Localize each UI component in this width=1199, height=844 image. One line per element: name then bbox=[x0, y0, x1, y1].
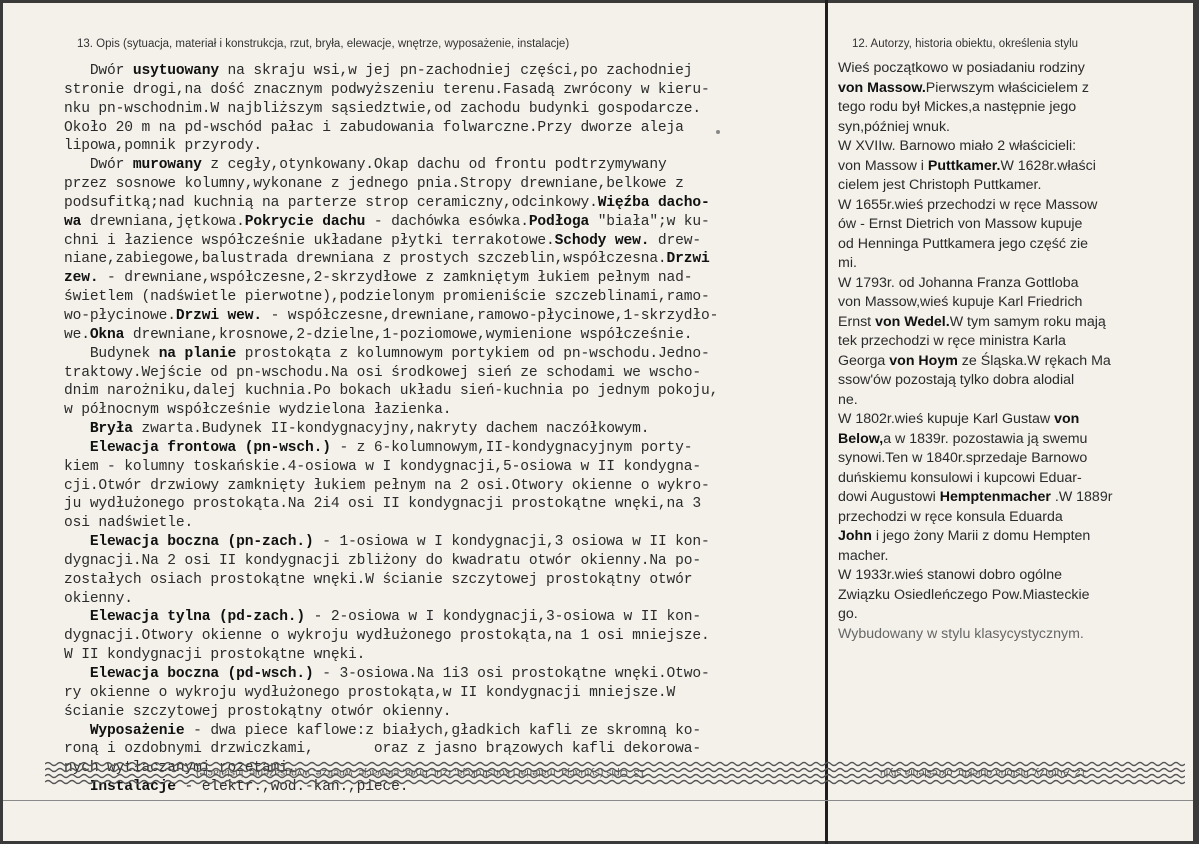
description-line: wo-płycinowe.Drzwi wew. - współczesne,drewniane,ramowo-płycinowe,1-skrzydło- bbox=[64, 307, 719, 324]
history-line: W 1793r. od Johanna Franza Gottloba bbox=[838, 274, 1079, 291]
history-line: W 1655r.wieś przechodzi w ręce Massow bbox=[838, 196, 1098, 213]
history-line: Wieś początkowo w posiadaniu rodziny bbox=[838, 60, 1085, 76]
description-line: Wyposażenie - dwa piece kaflowe:z białych,gładkich kafli ze skromną ko- bbox=[89, 722, 701, 739]
history-bold-term: Hemptenmacher bbox=[939, 489, 1051, 505]
history-line: dowi Augustowi Hemptenmacher .W 1889r bbox=[838, 489, 1113, 505]
description-line: dnim narożniku,dalej kuchnia.Po bokach układu sień-kuchnia po jednym pokoju, bbox=[64, 383, 719, 400]
description-line: we.Okna drewniane,krosnowe,2-dzielne,1-poziomowe,wymienione współcześnie. bbox=[64, 326, 693, 343]
description-line: Elewacja boczna (pd-wsch.) - 3-osiowa.Na 1i3 osi prostokątne wnęki.Otwo- bbox=[89, 666, 710, 682]
history-line: W 1933r.wieś stanowi dobro ogólne bbox=[838, 567, 1062, 583]
history-line: von Massow.Pierwszym właścicielem z bbox=[838, 79, 1089, 96]
history-line: tek przechodzi w ręce ministra Karla bbox=[838, 333, 1066, 349]
history-bold-term: Puttkamer. bbox=[927, 157, 1001, 174]
description-line: ścianie szczytowej prostokątny otwór okienny. bbox=[64, 703, 452, 720]
history-bold-term: von Massow. bbox=[838, 79, 926, 96]
description-line: roną i ozdobnymi drzwiczkami, oraz z jasno brązowych kafli dekorowa- bbox=[64, 741, 701, 758]
description-line: podsufitką;nad kuchnią na parterze strop ceramiczny,odcinkowy.Więźba dacho- bbox=[64, 194, 710, 211]
description-line: w północnym współcześnie wydzielona łazienka. bbox=[64, 402, 452, 419]
description-bold-term: Instalacje bbox=[89, 779, 176, 796]
description-bold-term: Drzwi wew. bbox=[175, 307, 262, 324]
history-bold-term: von bbox=[1054, 411, 1080, 427]
history-line bbox=[838, 625, 1193, 645]
description-line: lipowa,pomnik przyrody. bbox=[64, 138, 262, 155]
description-bold-term: wa bbox=[64, 213, 82, 230]
history-bold-term: von Hoym bbox=[889, 352, 958, 369]
description-bold-term: Drzwi bbox=[666, 251, 710, 268]
description-line: Instalacje - elektr.,wod.-kan.,piece. bbox=[89, 779, 409, 796]
description-line: nych wytłaczanymi rozetami, bbox=[64, 760, 297, 777]
column-divider bbox=[825, 0, 828, 844]
history-line: Związku Osiedleńczego Pow.Miasteckie bbox=[838, 586, 1090, 603]
description-line: zew. - drewniane,współczesne,2-skrzydłowe z zamkniętym łukiem pełnym nad- bbox=[64, 270, 693, 287]
description-line: Budynek na planie prostokąta z kolumnowym portykiem od pn-wschodu.Jedno- bbox=[64, 345, 710, 362]
history-line: tego rodu był Mickes,a następnie jego bbox=[838, 99, 1077, 115]
wave-line bbox=[45, 781, 1185, 784]
history-body bbox=[838, 59, 1193, 644]
history-bold-term: John bbox=[838, 528, 872, 544]
history-section-heading: 12. Autorzy, historia obiektu, określenia stylu bbox=[852, 38, 1079, 50]
description-line: świetlem (nadświetle pierwotne),podzielonym promieniście szczeblinami,ramo- bbox=[64, 289, 710, 306]
history-line: von Massow,wieś kupuje Karl Friedrich bbox=[838, 294, 1083, 310]
description-line: chni i łazience współcześnie układane płytki terrakotowe.Schody wew. drew- bbox=[64, 232, 701, 249]
history-line: Ernst von Wedel.W tym samym roku mają bbox=[838, 313, 1106, 330]
description-line: niane,zabiegowe,balustrada drewniana z prostych szczeblin,współczesna.Drzwi bbox=[64, 251, 710, 268]
description-bold-term: Elewacja frontowa (pn-wsch.) bbox=[89, 439, 331, 456]
wave-line bbox=[45, 763, 1185, 766]
description-line: Bryła zwarta.Budynek II-kondygnacyjny,nakryty dachem naczółkowym. bbox=[89, 421, 650, 438]
description-line: okienny. bbox=[64, 590, 133, 607]
description-bold-term: zew. bbox=[64, 270, 99, 287]
description-line: wa drewniana,jętkowa.Pokrycie dachu - dachówka esówka.Podłoga "biała";w ku- bbox=[64, 213, 710, 230]
history-bold-term: Below, bbox=[838, 430, 884, 447]
description-line: osi nadświetle. bbox=[64, 515, 194, 532]
description-line: kiem - kolumny toskańskie.4-osiowa w I kondygnacji,5-osiowa w II kondygna- bbox=[64, 458, 701, 475]
description-bold-term: Elewacja boczna (pd-wsch.) bbox=[89, 666, 314, 682]
description-bold-term: Schody wew. bbox=[554, 232, 650, 249]
history-line: macher. bbox=[838, 547, 889, 564]
history-line: W XVIIw. Barnowo miało 2 właścicieli: bbox=[838, 138, 1077, 154]
history-line: W 1802r.wieś kupuje Karl Gustaw von bbox=[838, 411, 1080, 427]
description-bold-term: Okna bbox=[89, 326, 125, 343]
description-bold-term: Pokrycie dachu bbox=[244, 213, 366, 230]
description-line: dygnacji.Otwory okienne o wykroju wydłużonego prostokąta,na 1 osi mniejsze. bbox=[64, 628, 710, 645]
history-line: Georga von Hoym ze Śląska.W rękach Ma bbox=[838, 352, 1111, 369]
description-bold-term: usytuowany bbox=[132, 63, 219, 79]
history-line: mi. bbox=[838, 255, 857, 271]
style-note: Wybudowany w stylu klasycystycznym. bbox=[838, 625, 1084, 642]
history-line: John i jego żony Marii z domu Hempten bbox=[838, 528, 1091, 544]
description-bold-term: Podłoga bbox=[528, 213, 590, 230]
description-line: dygnacji.Na 2 osi II kondygnacji zbliżony do kwadratu otwór okienny.Na po- bbox=[64, 552, 701, 569]
description-line: traktowy.Wejście od pn-wschodu.Na osi środkowej sień ze schodami we wscho- bbox=[64, 364, 701, 381]
description-bold-term: Elewacja boczna (pn-zach.) bbox=[89, 534, 314, 551]
history-line: go. bbox=[838, 606, 858, 622]
description-line: Dwór murowany z cegły,otynkowany.Okap dachu od frontu podtrzymywany bbox=[64, 157, 667, 174]
description-bold-term: na planie bbox=[158, 345, 237, 362]
description-line: W II kondygnacji prostokątne wnęki. bbox=[64, 647, 366, 664]
description-section-heading: 13. Opis (sytuacja, materiał i konstrukcja, rzut, bryła, elewacje, wnętrze, wyposażenie, instalacje) bbox=[77, 38, 570, 50]
description-line: stronie drogi,na dość znacznym podwyższeniu terenu.Fasadą zwrócony w kieru- bbox=[64, 81, 710, 98]
description-line: Elewacja boczna (pn-zach.) - 1-osiowa w I kondygnacji,3 osiowa w II kon- bbox=[89, 534, 710, 551]
description-bold-term: Więźba dacho- bbox=[597, 194, 710, 211]
description-line: nku pn-wschodnim.W najbliższym sąsiedztwie,od zachodu budynki gospodarcze. bbox=[64, 100, 701, 117]
description-bold-term: Wyposażenie bbox=[89, 722, 185, 739]
history-line: duńskiemu konsulowi i kupcowi Eduar- bbox=[838, 469, 1082, 486]
description-line: Około 20 m na pd-wschód pałac i zabudowania folwarczne.Przy dworze aleja bbox=[64, 119, 684, 136]
description-line: Elewacja frontowa (pn-wsch.) - z 6-kolumnowym,II-kondygnacyjnym porty- bbox=[89, 439, 693, 456]
description-line: zostałych osiach prostokątne wnęki.W ścianie szczytowej prostokątny otwór bbox=[64, 571, 693, 588]
description-line: Elewacja tylna (pd-zach.) - 2-osiowa w I kondygnacji,3-osiowa w II kon- bbox=[89, 609, 701, 626]
ink-speck bbox=[716, 130, 720, 134]
description-bold-term: Elewacja tylna (pd-zach.) bbox=[89, 609, 306, 626]
bottom-rule bbox=[3, 800, 1193, 801]
description-bold-term: Bryła bbox=[89, 421, 133, 438]
mirrored-caption-right: 12. Autorzy, historia obiektu, określenia stylu bbox=[880, 767, 1087, 779]
history-line: Below,a w 1839r. pozostawia ją swemu bbox=[838, 430, 1088, 447]
history-bold-term: von Wedel. bbox=[875, 313, 950, 330]
history-line: przechodzi w ręce konsula Eduarda bbox=[838, 508, 1063, 525]
mirrored-caption-left: 13. Opis (sytuacja, materiał i konstrukcja, rzut, bryła, elewacje, wnętrze, wyposażenie, instalacje) bbox=[196, 767, 646, 779]
description-line: ju wydłużonego prostokąta.Na 2i4 osi II kondygnacji prostokątne wnęki,na 3 bbox=[64, 496, 701, 513]
description-bold-term: murowany bbox=[132, 157, 202, 174]
history-line: cielem jest Christoph Puttkamer. bbox=[838, 177, 1042, 193]
description-line: Dwór usytuowany na skraju wsi,w jej pn-zachodniej części,po zachodniej bbox=[64, 63, 693, 79]
history-line: ssow'ów pozostają tylko dobra alodial bbox=[838, 372, 1075, 388]
history-line: ne. bbox=[838, 391, 858, 408]
history-line: syn,później wnuk. bbox=[838, 118, 950, 135]
history-line: ów - Ernst Dietrich von Massow kupuje bbox=[838, 216, 1083, 232]
description-line: ry okienne o wykroju wydłużonego prostokąta,w II kondygnacji mniejsze.W bbox=[64, 684, 676, 701]
history-line: synowi.Ten w 1840r.sprzedaje Barnowo bbox=[838, 450, 1088, 466]
description-body bbox=[64, 62, 824, 797]
history-line: von Massow i Puttkamer.W 1628r.właści bbox=[838, 157, 1096, 174]
description-line: cji.Otwór drzwiowy zamknięty łukiem pełnym na 2 osi.Otwory okienne o wykro- bbox=[64, 477, 710, 494]
history-line: od Henninga Puttkamera jego część zie bbox=[838, 235, 1088, 252]
description-line: przez sosnowe kolumny,wykonane z jednego pnia.Stropy drewniane,belkowe z bbox=[64, 176, 684, 193]
